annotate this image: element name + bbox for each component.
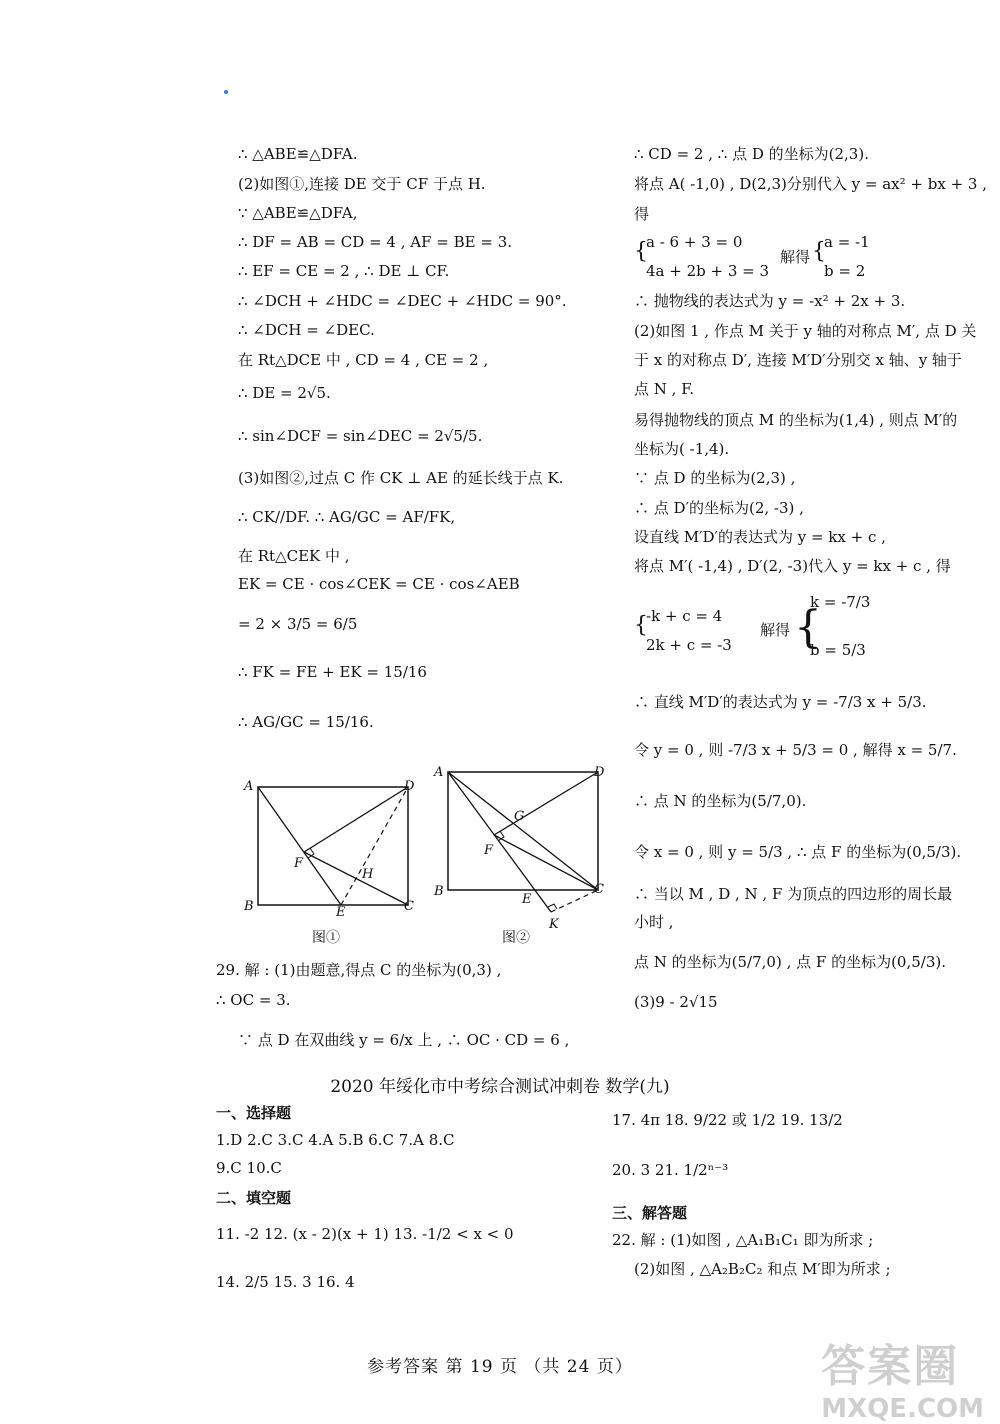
figure-2 bbox=[433, 765, 605, 946]
section-heading-1: 一、选择题 bbox=[216, 1104, 292, 1122]
q22-line-2: (2)如图 , △A₂B₂C₂ 和点 M′即为所求 ; bbox=[634, 1260, 891, 1278]
system-eq: a - 6 + 3 = 0 bbox=[646, 233, 743, 251]
fig2-line-ak bbox=[448, 772, 551, 912]
left-line: ∴ △ABE≌△DFA. bbox=[238, 145, 358, 163]
right-line: 坐标为( -1,4). bbox=[634, 440, 730, 458]
left-line: ∵ △ABE≌△DFA, bbox=[238, 204, 358, 222]
section-title: 2020 年绥化市中考综合测试冲刺卷 数学(九) bbox=[330, 1077, 670, 1097]
mc-answers-row-2: 9.C 10.C bbox=[216, 1159, 282, 1177]
fig2-label-k: K bbox=[549, 917, 559, 932]
q22-line-1: 22. 解 : (1)如图 , △A₁B₁C₁ 即为所求 ; bbox=[612, 1231, 874, 1249]
fig1-line-ae bbox=[258, 787, 341, 905]
fig2-label-b: B bbox=[434, 884, 444, 899]
left-line: = 2 × 3/5 = 6/5 bbox=[238, 615, 358, 633]
fig2-line-fd bbox=[494, 772, 598, 835]
right-line: 将点 M′( -1,4) , D′(2, -3)代入 y = kx + c , 得 bbox=[634, 557, 951, 575]
right-line: ∴ 点 N 的坐标为(5/7,0). bbox=[634, 792, 807, 810]
fig2-line-fc bbox=[494, 835, 598, 890]
geometry-figures bbox=[236, 760, 616, 950]
right-line: 点 N 的坐标为(5/7,0) , 点 F 的坐标为(0,5/3). bbox=[634, 953, 946, 971]
fig1-label-a: A bbox=[244, 779, 254, 794]
left-line: (3)如图②,过点 C 作 CK ⊥ AE 的延长线于点 K. bbox=[238, 469, 564, 487]
q29-line: 29. 解 : (1)由题意,得点 C 的坐标为(0,3) , bbox=[216, 961, 502, 979]
q29-line: ∴ OC = 3. bbox=[216, 991, 291, 1009]
fig2-caption: 图② bbox=[502, 930, 530, 946]
brace-3: { bbox=[634, 613, 648, 638]
right-line: (3)9 - 2√15 bbox=[634, 993, 718, 1011]
right-line: ∴ CD = 2 , ∴ 点 D 的坐标为(2,3). bbox=[634, 145, 869, 163]
watermark-url: MXQE.COM bbox=[821, 1394, 984, 1424]
right-line: ∴ 当以 M , D , N , F 为顶点的四边形的周长最 bbox=[634, 885, 953, 903]
page-footer: 参考答案 第 19 页 （共 24 页） bbox=[367, 1357, 633, 1377]
right-line: 设直线 M′D′的表达式为 y = kx + c , bbox=[634, 528, 886, 546]
left-line: ∴ AG/GC = 15/16. bbox=[238, 713, 374, 731]
fig2-label-d: D bbox=[594, 765, 605, 780]
right-line: ∵ 点 D 的坐标为(2,3) , bbox=[634, 469, 796, 487]
fig2-label-e: E bbox=[522, 892, 532, 907]
fig2-label-f: F bbox=[484, 843, 494, 858]
fig1-label-c: C bbox=[404, 899, 414, 914]
fill-answers-20-21: 20. 3 21. 1/2ⁿ⁻³ bbox=[612, 1161, 729, 1179]
left-line: ∴ sin∠DCF = sin∠DEC = 2√5/5. bbox=[238, 427, 483, 445]
fig2-label-g: G bbox=[514, 809, 525, 824]
fig1-line-fd bbox=[304, 787, 408, 852]
fill-answers-11-13: 11. -2 12. (x - 2)(x + 1) 13. -1/2 < x < 0 bbox=[216, 1225, 514, 1243]
right-line: 得 bbox=[634, 205, 650, 223]
system-solve-label: 解得 bbox=[760, 621, 791, 639]
fig1-caption: 图① bbox=[312, 930, 340, 946]
left-line: EK = CE · cos∠CEK = CE · cos∠AEB bbox=[238, 575, 520, 593]
fig1-label-f: F bbox=[294, 856, 304, 871]
left-line: ∴ FK = FE + EK = 15/16 bbox=[238, 663, 427, 681]
system-eq: 4a + 2b + 3 = 3 bbox=[646, 262, 770, 280]
right-line: (2)如图 1 , 作点 M 关于 y 轴的对称点 M′, 点 D 关 bbox=[634, 322, 977, 340]
fig1-label-b: B bbox=[244, 899, 254, 914]
right-line: 小时 , bbox=[634, 913, 674, 931]
left-line: 在 Rt△DCE 中 , CD = 4 , CE = 2 , bbox=[238, 351, 489, 369]
fig2-right-angle-k bbox=[548, 904, 557, 909]
fig2-line-ac bbox=[448, 772, 598, 890]
section-heading-3: 三、解答题 bbox=[612, 1204, 688, 1222]
q29-line: ∵ 点 D 在双曲线 y = 6/x 上 , ∴ OC · CD = 6 , bbox=[238, 1031, 570, 1049]
fig2-dashed-ck bbox=[551, 890, 598, 912]
left-line: ∴ ∠DCH + ∠HDC = ∠DEC + ∠HDC = 90°. bbox=[238, 292, 567, 310]
system-solve-label: 解得 bbox=[780, 248, 811, 266]
fig1-label-e: E bbox=[336, 905, 346, 920]
figure-1 bbox=[243, 779, 415, 946]
right-line: ∴ 点 D′的坐标为(2, -3) , bbox=[634, 499, 804, 517]
fig1-rectangle bbox=[258, 787, 408, 905]
right-line: 将点 A( -1,0) , D(2,3)分别代入 y = ax² + bx + 3 , bbox=[634, 175, 987, 193]
blue-dot-mark bbox=[224, 90, 228, 94]
system-sol: b = 5/3 bbox=[810, 641, 866, 659]
left-line: ∴ EF = CE = 2 , ∴ DE ⊥ CF. bbox=[238, 262, 450, 280]
right-line: 易得抛物线的顶点 M 的坐标为(1,4) , 则点 M′的 bbox=[634, 411, 958, 429]
left-line: ∴ DE = 2√5. bbox=[238, 384, 331, 402]
right-line: 于 x 的对称点 D′, 连接 M′D′分别交 x 轴、y 轴于 bbox=[634, 351, 962, 369]
brace-1: { bbox=[634, 239, 648, 264]
system-eq: 2k + c = -3 bbox=[646, 636, 732, 654]
mc-answers-row-1: 1.D 2.C 3.C 4.A 5.B 6.C 7.A 8.C bbox=[216, 1131, 455, 1149]
left-line: 在 Rt△CEK 中 , bbox=[238, 547, 350, 565]
fig2-label-c: C bbox=[594, 882, 604, 897]
section-heading-2: 二、填空题 bbox=[216, 1189, 292, 1207]
watermark-text: 答案圈 bbox=[821, 1341, 960, 1392]
fill-answers-14-16: 14. 2/5 15. 3 16. 4 bbox=[216, 1273, 355, 1291]
system-eq: -k + c = 4 bbox=[646, 607, 723, 625]
watermark-logo bbox=[821, 1330, 984, 1424]
fig2-label-a: A bbox=[434, 765, 444, 780]
system-sol: a = -1 bbox=[824, 233, 870, 251]
fill-answers-17-19: 17. 4π 18. 9/22 或 1/2 19. 13/2 bbox=[612, 1111, 843, 1129]
left-line: ∴ ∠DCH = ∠DEC. bbox=[238, 321, 375, 339]
fig1-label-d: D bbox=[404, 779, 415, 794]
system-sol: b = 2 bbox=[824, 262, 866, 280]
right-line: 令 y = 0 , 则 -7/3 x + 5/3 = 0 , 解得 x = 5/7. bbox=[634, 741, 957, 759]
right-line: ∴ 抛物线的表达式为 y = -x² + 2x + 3. bbox=[634, 292, 906, 310]
right-line: 令 x = 0 , 则 y = 5/3 , ∴ 点 F 的坐标为(0,5/3). bbox=[634, 843, 962, 861]
fig1-label-h: H bbox=[362, 867, 374, 882]
left-line: ∴ CK//DF. ∴ AG/GC = AF/FK, bbox=[238, 508, 456, 526]
brace-4: { bbox=[794, 602, 822, 653]
right-line: 点 N , F. bbox=[634, 380, 695, 398]
left-line: ∴ DF = AB = CD = 4 , AF = BE = 3. bbox=[238, 233, 512, 251]
right-line: ∴ 直线 M′D′的表达式为 y = -7/3 x + 5/3. bbox=[634, 693, 927, 711]
system-sol: k = -7/3 bbox=[810, 593, 871, 611]
left-line: (2)如图①,连接 DE 交于 CF 于点 H. bbox=[238, 175, 486, 193]
brace-2: { bbox=[812, 239, 826, 264]
